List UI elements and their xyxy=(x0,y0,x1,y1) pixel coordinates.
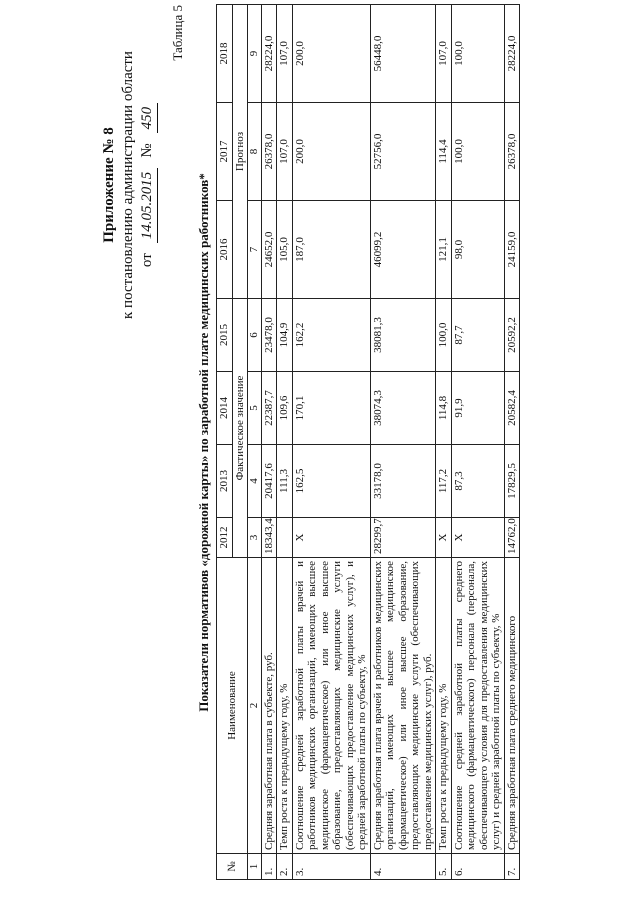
row-name: Средняя заработная плата среднего медицинского xyxy=(504,558,520,854)
table-title: Показатели нормативов «дорожной карты» по заработной плате медицинских работников* xyxy=(196,173,211,712)
value-cell xyxy=(277,518,293,558)
value-cell: 14762,0 xyxy=(504,518,520,558)
rotated-page xyxy=(100,5,585,880)
value-cell: 22387,7 xyxy=(261,372,277,445)
header-actual: Фактическое значение xyxy=(232,299,248,558)
row-number: 6. xyxy=(451,854,504,880)
table-row xyxy=(451,5,504,880)
value-cell: 20582,4 xyxy=(504,372,520,445)
appendix-date-line xyxy=(138,5,158,365)
value-cell: 121,1 xyxy=(436,201,452,299)
value-cell: 117,2 xyxy=(436,445,452,518)
row-name: Средняя заработная плата врачей и работников медицинских организаций, имеющих высшее медицинское (фармацевтическое) или иное высшее образование, предоставляющих медицинские услуги (обеспечивающих предоставление медицинских услуг), руб. xyxy=(370,558,436,854)
row-number: 5. xyxy=(436,854,452,880)
column-numbers-row xyxy=(248,5,262,880)
value-cell: 24652,0 xyxy=(261,201,277,299)
value-cell: 105,0 xyxy=(277,201,293,299)
appendix-header xyxy=(100,5,158,365)
value-cell: 107,0 xyxy=(277,103,293,201)
table-label: Таблица 5 xyxy=(170,5,185,61)
value-cell: 114,4 xyxy=(436,103,452,201)
column-number: 5 xyxy=(248,372,262,445)
row-number: 4. xyxy=(370,854,436,880)
value-cell: Х xyxy=(451,518,504,558)
appendix-number: 450 xyxy=(138,103,158,134)
value-cell: 52756,0 xyxy=(370,103,436,201)
value-cell: 187,0 xyxy=(292,201,370,299)
value-cell: 23478,0 xyxy=(261,299,277,372)
row-name: Темп роста к предыдущему году, % xyxy=(436,558,452,854)
header-forecast: Прогноз xyxy=(232,5,248,299)
table-row xyxy=(261,5,277,880)
row-name: Соотношение средней заработной платы среднего медицинского (фармацевтического) персонала (персонала, обеспечивающего условия для предоставления медицинских услуг) и средней заработной платы по субъекту, % xyxy=(451,558,504,854)
appendix-date: 14.05.2015 xyxy=(138,168,158,244)
value-cell: 20592,2 xyxy=(504,299,520,372)
value-cell: 24159,0 xyxy=(504,201,520,299)
value-cell: 100,0 xyxy=(451,103,504,201)
value-cell: 100,0 xyxy=(451,5,504,103)
value-cell: 33178,0 xyxy=(370,445,436,518)
appendix-title: Приложение № 8 xyxy=(101,127,117,243)
value-cell: 28299,7 xyxy=(370,518,436,558)
salary-table xyxy=(216,4,520,880)
number-sign: № xyxy=(139,143,155,158)
value-cell: 111,3 xyxy=(277,445,293,518)
column-number: 7 xyxy=(248,201,262,299)
value-cell: 100,0 xyxy=(436,299,452,372)
header-year-2012: 2012 xyxy=(217,518,233,558)
row-name: Средняя заработная плата в субъекте, руб. xyxy=(261,558,277,854)
header-no: № xyxy=(217,854,248,880)
row-name: Соотношение средней заработной платы врачей и работников медицинских организаций, имеющих высшее медицинское (фармацевтическое) или иное высшее образование, предоставляющих медицинские услуги (обеспечивающих предоставление медицинских услуг), и средней заработной платы по субъекту, % xyxy=(292,558,370,854)
header-year-2015: 2015 xyxy=(217,299,233,372)
table-row xyxy=(277,5,293,880)
value-cell: 107,0 xyxy=(436,5,452,103)
column-number: 8 xyxy=(248,103,262,201)
row-name: Темп роста к предыдущему году, % xyxy=(277,558,293,854)
header-year-2018: 2018 xyxy=(217,5,233,103)
value-cell: 26378,0 xyxy=(261,103,277,201)
value-cell: 170,1 xyxy=(292,372,370,445)
column-number: 9 xyxy=(248,5,262,103)
value-cell: 56448,0 xyxy=(370,5,436,103)
value-cell: 28224,0 xyxy=(504,5,520,103)
header-year-2016: 2016 xyxy=(217,201,233,299)
table-row xyxy=(292,5,370,880)
header-name: Наименование xyxy=(217,558,248,854)
value-cell: 98,0 xyxy=(451,201,504,299)
column-number: 4 xyxy=(248,445,262,518)
column-number: 1 xyxy=(248,854,262,880)
value-cell: 20417,6 xyxy=(261,445,277,518)
header-year-2013: 2013 xyxy=(217,445,233,518)
column-number: 2 xyxy=(248,558,262,854)
value-cell: 109,6 xyxy=(277,372,293,445)
column-number: 3 xyxy=(248,518,262,558)
value-cell: 200,0 xyxy=(292,5,370,103)
value-cell: 104,9 xyxy=(277,299,293,372)
value-cell: Х xyxy=(292,518,370,558)
value-cell: 114,8 xyxy=(436,372,452,445)
value-cell: Х xyxy=(436,518,452,558)
value-cell: 38081,3 xyxy=(370,299,436,372)
header-year-2017: 2017 xyxy=(217,103,233,201)
column-number: 6 xyxy=(248,299,262,372)
row-number: 2. xyxy=(277,854,293,880)
date-prefix: от xyxy=(139,253,155,268)
appendix-subtitle: к постановлению администрации области xyxy=(120,51,136,319)
value-cell: 28224,0 xyxy=(261,5,277,103)
row-number: 7. xyxy=(504,854,520,880)
row-number: 3. xyxy=(292,854,370,880)
value-cell: 17829,5 xyxy=(504,445,520,518)
row-number: 1. xyxy=(261,854,277,880)
value-cell: 87,7 xyxy=(451,299,504,372)
table-row xyxy=(370,5,436,880)
value-cell: 162,5 xyxy=(292,445,370,518)
value-cell: 107,0 xyxy=(277,5,293,103)
value-cell: 38074,3 xyxy=(370,372,436,445)
value-cell: 91,9 xyxy=(451,372,504,445)
value-cell: 200,0 xyxy=(292,103,370,201)
value-cell: 87,3 xyxy=(451,445,504,518)
value-cell: 46099,2 xyxy=(370,201,436,299)
table-row xyxy=(504,5,520,880)
table-row xyxy=(436,5,452,880)
header-year-2014: 2014 xyxy=(217,372,233,445)
value-cell: 18343,4 xyxy=(261,518,277,558)
value-cell: 162,2 xyxy=(292,299,370,372)
value-cell: 26378,0 xyxy=(504,103,520,201)
